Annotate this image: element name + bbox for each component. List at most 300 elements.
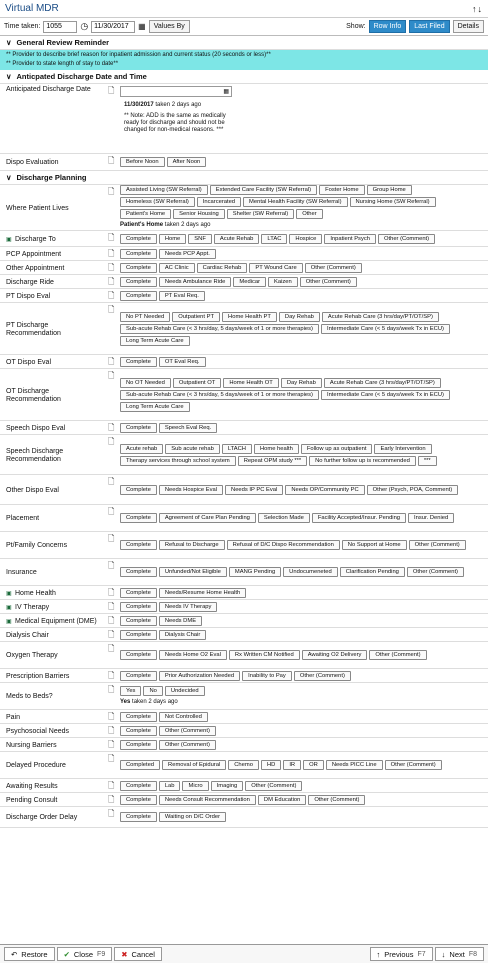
option-undocumeneted-button[interactable]: Undocumeneted <box>283 567 338 577</box>
option-needs-iv-therapy-button[interactable]: Needs IV Therapy <box>159 602 218 612</box>
option-outpatient-pt-button[interactable]: Outpatient PT <box>172 312 220 322</box>
option-needs-dme-button[interactable]: Needs DME <box>159 616 202 626</box>
row-label-text: Medical Equipment (DME) <box>15 617 97 625</box>
option-other-comment-button[interactable]: Other (Comment) <box>245 781 302 791</box>
option-foster-home-button[interactable]: Foster Home <box>319 185 365 195</box>
option-needs-pcp-appt-button[interactable]: Needs PCP Appt. <box>159 249 216 259</box>
last-filed-taken: taken 2 days ago <box>155 102 202 108</box>
up-down-arrows-icon[interactable]: ↑↓ <box>472 3 483 14</box>
option-acute-rehab-care-3-hrs-day-pt-ot-sp-button[interactable]: Acute Rehab Care (3 hrs/day/PT/OT/SP) <box>324 378 441 388</box>
option-incarcerated-button[interactable]: Incarcerated <box>197 197 241 207</box>
row-nursing-barriers <box>0 738 488 752</box>
last-filed-note <box>120 221 484 230</box>
comment-icon[interactable]: 🗋 <box>108 534 115 543</box>
row-label <box>0 421 108 434</box>
comment-icon[interactable]: 🗋 <box>108 588 115 597</box>
row-awaiting-results <box>0 779 488 793</box>
option-patient-s-home-button[interactable]: Patient's Home <box>120 209 171 219</box>
option-nursing-home-sw-referral-button[interactable]: Nursing Home (SW Referral) <box>350 197 436 207</box>
row-label-text: Discharge To <box>15 235 56 243</box>
row-label-text: Speech Discharge Recommendation <box>6 447 64 463</box>
option-sub-acute-rehab-care-3-hrs-day-5-days-week-of-1-or-more-therapies-button[interactable]: Sub-acute Rehab Care (< 3 hrs/day, 5 days/week of 1 or more therapies) <box>120 390 319 400</box>
option-insur-denied-button[interactable]: Insur. Denied <box>408 513 454 523</box>
order-icon: ▣ <box>6 590 12 597</box>
row-pt-family-concerns <box>0 532 488 559</box>
option-other-psych-poa-comment-button[interactable]: Other (Psych, POA, Comment) <box>367 485 459 495</box>
row-label-text: Discharge Ride <box>6 278 54 286</box>
comment-icon[interactable]: 🗋 <box>108 249 115 258</box>
row-delayed-procedure <box>0 752 488 779</box>
show-label: Show: <box>346 23 366 30</box>
comment-icon[interactable]: 🗋 <box>108 507 115 516</box>
row-prescription-barriers <box>0 669 488 683</box>
option-needs-consult-recommendation-button[interactable]: Needs Consult Recommendation <box>159 795 256 805</box>
option-inability-to-pay-button[interactable]: Inability to Pay <box>242 671 292 681</box>
option-lab-button[interactable]: Lab <box>159 781 181 791</box>
last-filed-taken: taken 2 days ago <box>164 222 211 228</box>
comment-icon[interactable]: 🗋 <box>108 561 115 570</box>
option-group-home-button[interactable]: Group Home <box>367 185 412 195</box>
last-filed-taken: taken 2 days ago <box>132 698 178 705</box>
comment-icon[interactable]: 🗋 <box>108 423 115 432</box>
general-review-header[interactable] <box>0 36 488 50</box>
option-inpatient-psych-button[interactable]: Inpatient Psych <box>324 234 376 244</box>
option-sub-acute-rehab-care-3-hrs-day-5-days-week-of-1-or-more-therapies-button[interactable]: Sub-acute Rehab Care (< 3 hrs/day, 5 days/week of 1 or more therapies) <box>120 324 319 334</box>
last-filed-note <box>120 698 484 707</box>
option-other-comment-button[interactable]: Other (Comment) <box>407 567 464 577</box>
option-dialysis-chair-button[interactable]: Dialysis Chair <box>159 630 206 640</box>
row-meds-to-beds <box>0 683 488 710</box>
row-label-text: PT Discharge Recommendation <box>6 321 61 337</box>
row-info-button[interactable]: Row Info <box>369 20 407 33</box>
option-complete-button[interactable]: Complete <box>120 812 157 822</box>
row-label <box>0 600 108 613</box>
row-label <box>0 475 108 504</box>
option-refusal-of-d-c-dispo-recommendation-button[interactable]: Refusal of D/C Dispo Recommendation <box>227 540 340 550</box>
arrow-down-icon: ↓ <box>441 949 446 959</box>
reminder-line: ** Provider to state length of stay to date** <box>6 61 119 67</box>
row-label-text: Where Patient Lives <box>6 204 69 212</box>
option-awaiting-o2-delivery-button[interactable]: Awaiting O2 Delivery <box>302 650 368 660</box>
row-label <box>0 779 108 792</box>
row-label <box>0 532 108 558</box>
comment-icon[interactable]: 🗋 <box>108 644 115 653</box>
chevron-down-icon: ∨ <box>6 38 12 47</box>
option-rx-written-cm-notified-button[interactable]: Rx Written CM Notified <box>229 650 300 660</box>
option-other-comment-button[interactable]: Other (Comment) <box>294 671 351 681</box>
row-label <box>0 303 108 354</box>
row-label-text: Prescription Barriers <box>6 672 70 680</box>
option-extended-care-facility-sw-referral-button[interactable]: Extended Care Facility (SW Referral) <box>210 185 317 195</box>
row-label <box>0 586 108 599</box>
option-needs-hospice-eval-button[interactable]: Needs Hospice Eval <box>159 485 223 495</box>
row-pt-dispo-eval <box>0 289 488 303</box>
option-long-term-acute-care-button[interactable]: Long Term Acute Care <box>120 336 190 346</box>
option-imaging-button[interactable]: Imaging <box>211 781 244 791</box>
comment-icon[interactable]: 🗋 <box>108 754 115 763</box>
option-removal-of-epidural-button[interactable]: Removal of Epidural <box>162 760 226 770</box>
last-filed-value: Yes <box>120 698 131 705</box>
comment-icon[interactable]: 🗋 <box>108 685 115 694</box>
option-no-button[interactable]: No <box>143 686 162 696</box>
option-home-health-pt-button[interactable]: Home Health PT <box>222 312 277 322</box>
row-label <box>0 247 108 260</box>
window-title: Virtual MDR <box>5 3 59 14</box>
option-home-health-button[interactable]: Home health <box>254 444 299 454</box>
last-filed-button[interactable]: Last Filed <box>409 20 449 33</box>
row-label <box>0 185 108 230</box>
option-other-comment-button[interactable]: Other (Comment) <box>300 277 357 287</box>
time-taken-label: Time taken: <box>4 23 41 30</box>
row-label <box>0 807 108 827</box>
comment-icon[interactable]: 🗋 <box>108 616 115 625</box>
row-pcp-appointment <box>0 247 488 261</box>
comment-icon[interactable]: 🗋 <box>108 187 115 196</box>
option-selection-made-button[interactable]: Selection Made <box>258 513 310 523</box>
option-ac-clinic-button[interactable]: AC Clinic <box>159 263 195 273</box>
row-oxygen-therapy <box>0 642 488 669</box>
option-intermediate-care-5-days-week-tx-in-ecu-button[interactable]: Intermediate Care (< 5 days/week Tx in ECU) <box>321 390 450 400</box>
row-label-text: Dialysis Chair <box>6 631 49 639</box>
reminder-line: ** Provider to describe brief reason for inpatient admission and current status (20 seconds or less)** <box>6 52 271 58</box>
option-dm-education-button[interactable]: DM Education <box>258 795 306 805</box>
option-prior-authorization-needed-button[interactable]: Prior Authorization Needed <box>159 671 240 681</box>
comment-icon[interactable]: 🗋 <box>108 795 115 804</box>
row-label-text: Pending Consult <box>6 796 58 804</box>
row-dialysis-chair <box>0 628 488 642</box>
order-icon: ▣ <box>6 236 12 243</box>
option-outpatient-ot-button[interactable]: Outpatient OT <box>173 378 221 388</box>
comment-icon[interactable]: 🗋 <box>108 291 115 300</box>
check-icon: ✔ <box>63 949 70 959</box>
order-icon: ▣ <box>6 618 12 625</box>
row-label-text: IV Therapy <box>15 603 50 611</box>
option--button[interactable]: *** <box>418 456 437 466</box>
details-button[interactable]: Details <box>453 20 484 33</box>
option-other-comment-button[interactable]: Other (Comment) <box>369 650 426 660</box>
row-label-text: Psychosocial Needs <box>6 727 70 735</box>
comment-icon[interactable]: 🗋 <box>108 630 115 639</box>
option-unfunded-not-eligible-button[interactable]: Unfunded/Not Eligible <box>159 567 227 577</box>
row-label-text: Home Health <box>15 589 56 597</box>
row-label-text: Meds to Beds? <box>6 693 53 700</box>
comment-icon[interactable]: 🗋 <box>108 357 115 366</box>
row-label-text: Oxygen Therapy <box>6 652 58 659</box>
title-bar <box>0 0 488 18</box>
row-label <box>0 231 108 246</box>
option-homeless-sw-referral-button[interactable]: Homeless (SW Referral) <box>120 197 195 207</box>
row-label <box>0 289 108 302</box>
option-needs-ambulance-ride-button[interactable]: Needs Ambulance Ride <box>159 277 232 287</box>
restore-icon: ↶ <box>11 949 18 959</box>
comment-icon[interactable]: 🗋 <box>108 263 115 272</box>
option-no-further-follow-up-is-recommended-button[interactable]: No further follow up is recommended <box>309 456 416 466</box>
row-label-text: Insurance <box>6 569 37 576</box>
row-label <box>0 369 108 420</box>
row-where-patient-lives <box>0 185 488 231</box>
last-filed-value: Patient's Home <box>120 222 164 228</box>
option-no-ot-needed-button[interactable]: No OT Needed <box>120 378 171 388</box>
option-waiting-on-d-c-order-button[interactable]: Waiting on D/C Order <box>159 812 226 822</box>
restore-button[interactable]: ↶ Restore <box>4 947 55 961</box>
dispo-evaluation-row <box>0 154 488 171</box>
option-complete-button[interactable]: Complete <box>120 423 157 433</box>
row-label-text: Pt/Family Concerns <box>6 542 68 549</box>
option-facility-accepted-insur-pending-button[interactable]: Facility Accepted/Insur. Pending <box>312 513 406 523</box>
row-placement <box>0 505 488 532</box>
option-early-intervention-button[interactable]: Early Intervention <box>374 444 431 454</box>
option-complete-button[interactable]: Complete <box>120 650 157 660</box>
option-needs-resume-home-health-button[interactable]: Needs/Resume Home Health <box>159 588 246 598</box>
option-clarification-pending-button[interactable]: Clarification Pending <box>340 567 405 577</box>
option-complete-button[interactable]: Complete <box>120 740 157 750</box>
row-speech-discharge-recommendation <box>0 435 488 475</box>
option-or-button[interactable]: OR <box>303 760 324 770</box>
option-other-comment-button[interactable]: Other (Comment) <box>378 234 435 244</box>
row-medical-equipment-dme <box>0 614 488 628</box>
discharge-planning-rows <box>0 185 488 828</box>
discharge-note: ** Note: ADD is the same as medically ready for discharge and should not be changed for non-medical reasons. *** <box>124 113 226 133</box>
option-no-pt-needed-button[interactable]: No PT Needed <box>120 312 170 322</box>
row-pending-consult <box>0 793 488 807</box>
row-label-text: Delayed Procedure <box>6 762 66 769</box>
option-needs-picc-line-button[interactable]: Needs PICC Line <box>326 760 383 770</box>
option-complete-button[interactable]: Complete <box>120 513 157 523</box>
comment-icon[interactable]: 🗋 <box>108 371 115 380</box>
option-assisted-living-sw-referral-button[interactable]: Assisted Living (SW Referral) <box>120 185 208 195</box>
row-psychosocial-needs <box>0 724 488 738</box>
row-label-text: PT Dispo Eval <box>6 292 51 300</box>
option-complete-button[interactable]: Complete <box>120 234 157 244</box>
row-label <box>0 642 108 668</box>
row-label <box>0 752 108 778</box>
row-label-text: Discharge Order Delay <box>6 814 78 821</box>
discharge-date-input[interactable] <box>120 86 232 97</box>
row-ot-dispo-eval <box>0 355 488 369</box>
section-title: Anticpated Discharge Date and Time <box>16 72 147 81</box>
comment-icon[interactable]: 🗋 <box>108 156 115 165</box>
option-complete-button[interactable]: Complete <box>120 602 157 612</box>
option-complete-button[interactable]: Complete <box>120 567 157 577</box>
row-discharge-order-delay <box>0 807 488 828</box>
row-label <box>0 628 108 641</box>
row-label <box>0 614 108 627</box>
option-pt-eval-req-button[interactable]: PT Eval Req. <box>159 291 205 301</box>
comment-icon[interactable]: 🗋 <box>108 602 115 611</box>
option-intermediate-care-5-days-week-tx-in-ecu-button[interactable]: Intermediate Care (< 5 days/week Tx in ECU) <box>321 324 450 334</box>
row-label-text: OT Dispo Eval <box>6 358 51 366</box>
option-complete-button[interactable]: Complete <box>120 781 157 791</box>
row-label <box>0 710 108 723</box>
row-label-text: Other Dispo Eval <box>6 486 59 494</box>
calendar-icon[interactable]: ▦ <box>138 22 146 31</box>
option-ltach-button[interactable]: LTACH <box>222 444 252 454</box>
comment-icon[interactable]: 🗋 <box>108 671 115 680</box>
option-complete-button[interactable]: Complete <box>120 588 157 598</box>
option-medicar-button[interactable]: Medicar <box>233 277 266 287</box>
row-pt-discharge-recommendation <box>0 303 488 355</box>
option-chemo-button[interactable]: Chemo <box>228 760 259 770</box>
chevron-down-icon: ∨ <box>6 173 12 182</box>
option-complete-button[interactable]: Complete <box>120 795 157 805</box>
option-acute-rehab-button[interactable]: Acute Rehab <box>214 234 260 244</box>
values-by-button[interactable]: Values By <box>149 20 190 33</box>
row-label: Dispo Evaluation <box>6 159 59 166</box>
option-not-controlled-button[interactable]: Not Controlled <box>159 712 208 722</box>
option-sub-acute-rehab-button[interactable]: Sub acute rehab <box>165 444 220 454</box>
option-before-noon-button[interactable]: Before Noon <box>120 157 165 167</box>
order-icon: ▣ <box>6 604 12 611</box>
chevron-down-icon: ∨ <box>6 72 12 81</box>
row-label <box>0 261 108 274</box>
option-home-button[interactable]: Home <box>159 234 186 244</box>
option-micro-button[interactable]: Micro <box>182 781 208 791</box>
option-needs-ip-pc-eval-button[interactable]: Needs IP PC Eval <box>225 485 283 495</box>
row-label: Anticipated Discharge Date <box>6 86 91 93</box>
option-home-health-ot-button[interactable]: Home Health OT <box>223 378 279 388</box>
row-label-text: Nursing Barriers <box>6 741 57 749</box>
option-other-comment-button[interactable]: Other (Comment) <box>159 726 216 736</box>
option-complete-button[interactable]: Complete <box>120 263 157 273</box>
option-day-rehab-button[interactable]: Day Rehab <box>281 378 322 388</box>
option-other-comment-button[interactable]: Other (Comment) <box>305 263 362 273</box>
option-acute-rehab-button[interactable]: Acute rehab <box>120 444 163 454</box>
option-other-comment-button[interactable]: Other (Comment) <box>308 795 365 805</box>
option-other-button[interactable]: Other <box>296 209 323 219</box>
option-complete-button[interactable]: Complete <box>120 726 157 736</box>
discharge-date-header[interactable] <box>0 70 488 84</box>
option-needs-home-o2-eval-button[interactable]: Needs Home O2 Eval <box>159 650 227 660</box>
option-complete-button[interactable]: Complete <box>120 671 157 681</box>
option-acute-rehab-care-3-hrs-day-pt-ot-sp-button[interactable]: Acute Rehab Care (3 hrs/day/PT/OT/SP) <box>322 312 439 322</box>
option-snf-button[interactable]: SNF <box>188 234 212 244</box>
row-label <box>0 683 108 709</box>
row-discharge-ride <box>0 275 488 289</box>
comment-icon[interactable]: 🗋 <box>108 477 115 486</box>
option-ir-button[interactable]: IR <box>283 760 301 770</box>
comment-icon[interactable]: 🗋 <box>108 712 115 721</box>
row-discharge-to <box>0 231 488 247</box>
option-speech-eval-req-button[interactable]: Speech Eval Req. <box>159 423 217 433</box>
comment-icon[interactable]: 🗋 <box>108 726 115 735</box>
arrow-up-icon: ↑ <box>376 949 381 959</box>
option-hospice-button[interactable]: Hospice <box>289 234 322 244</box>
row-label-text: OT Discharge Recommendation <box>6 387 61 403</box>
option-yes-button[interactable]: Yes <box>120 686 141 696</box>
discharge-planning-header[interactable] <box>0 171 488 185</box>
option-shelter-sw-referral-button[interactable]: Shelter (SW Referral) <box>227 209 294 219</box>
comment-icon[interactable]: 🗋 <box>108 277 115 286</box>
option-long-term-acute-care-button[interactable]: Long Term Acute Care <box>120 402 190 412</box>
option-other-comment-button[interactable]: Other (Comment) <box>409 540 466 550</box>
option-kaizen-button[interactable]: Kaizen <box>268 277 298 287</box>
option-mang-pending-button[interactable]: MANG Pending <box>229 567 281 577</box>
option-day-rehab-button[interactable]: Day Rehab <box>279 312 320 322</box>
option-agreement-of-care-plan-pending-button[interactable]: Agreement of Care Plan Pending <box>159 513 256 523</box>
option-ot-eval-req-button[interactable]: OT Eval Req. <box>159 357 206 367</box>
row-label-text: PCP Appointment <box>6 250 62 258</box>
previous-button[interactable]: ↑ Previous F7 <box>370 947 433 961</box>
row-label <box>0 505 108 531</box>
comment-icon[interactable]: 🗋 <box>108 233 115 242</box>
comment-icon[interactable]: 🗋 <box>108 781 115 790</box>
row-label-text: Speech Dispo Eval <box>6 424 66 432</box>
option-ltac-button[interactable]: LTAC <box>261 234 287 244</box>
row-label-text: Awaiting Results <box>6 782 58 790</box>
option-no-support-at-home-button[interactable]: No Support at Home <box>342 540 407 550</box>
close-icon: ✖ <box>121 949 128 959</box>
comment-icon[interactable]: 🗋 <box>108 437 115 446</box>
row-label <box>0 275 108 288</box>
option-undecided-button[interactable]: Undecided <box>165 686 205 696</box>
option-after-noon-button[interactable]: After Noon <box>167 157 207 167</box>
close-button[interactable]: ✔ Close F9 <box>57 947 113 961</box>
option-hd-button[interactable]: HD <box>261 760 281 770</box>
next-button[interactable]: ↓ Next F8 <box>435 947 484 961</box>
comment-icon[interactable]: 🗋 <box>108 86 115 95</box>
option-complete-button[interactable]: Complete <box>120 485 157 495</box>
option-therapy-services-through-school-system-button[interactable]: Therapy services through school system <box>120 456 236 466</box>
date-input[interactable] <box>91 21 135 33</box>
option-other-comment-button[interactable]: Other (Comment) <box>385 760 442 770</box>
row-home-health <box>0 586 488 600</box>
reminder-banner <box>0 50 488 70</box>
row-pain <box>0 710 488 724</box>
option-complete-button[interactable]: Complete <box>120 291 157 301</box>
anticipated-discharge-row <box>0 84 488 154</box>
option-complete-button[interactable]: Complete <box>120 357 157 367</box>
row-iv-therapy <box>0 600 488 614</box>
row-label-text: Placement <box>6 515 40 522</box>
option-repeat-opm-study-button[interactable]: Repeat OPM study *** <box>238 456 307 466</box>
comment-icon[interactable]: 🗋 <box>108 305 115 314</box>
row-label <box>0 738 108 751</box>
comment-icon[interactable]: 🗋 <box>108 809 115 818</box>
row-label <box>0 793 108 806</box>
row-ot-discharge-recommendation <box>0 369 488 421</box>
row-speech-dispo-eval <box>0 421 488 435</box>
option-complete-button[interactable]: Complete <box>120 712 157 722</box>
option-complete-button[interactable]: Complete <box>120 249 157 259</box>
row-other-appointment <box>0 261 488 275</box>
row-insurance <box>0 559 488 586</box>
option-senior-housing-button[interactable]: Senior Housing <box>173 209 225 219</box>
option-needs-op-community-pc-button[interactable]: Needs OP/Community PC <box>285 485 364 495</box>
clock-icon[interactable]: ◷ <box>80 21 89 31</box>
calendar-icon[interactable]: ▦ <box>223 89 229 95</box>
option-complete-button[interactable]: Complete <box>120 277 157 287</box>
option-complete-button[interactable]: Complete <box>120 616 157 626</box>
option-refusal-to-discharge-button[interactable]: Refusal to Discharge <box>159 540 225 550</box>
comment-icon[interactable]: 🗋 <box>108 740 115 749</box>
option-other-comment-button[interactable]: Other (Comment) <box>159 740 216 750</box>
row-label-text: Other Appointment <box>6 264 65 272</box>
option-completed-button[interactable]: Completed <box>120 760 160 770</box>
option-complete-button[interactable]: Complete <box>120 630 157 640</box>
option-cardiac-rehab-button[interactable]: Cardiac Rehab <box>197 263 248 273</box>
row-label-text: Pain <box>6 713 21 721</box>
option-complete-button[interactable]: Complete <box>120 540 157 550</box>
row-label <box>0 669 108 682</box>
option-mental-health-facility-sw-referral-button[interactable]: Mental Health Facility (SW Referral) <box>243 197 347 207</box>
last-filed-value: 11/30/2017 <box>124 102 154 108</box>
row-label <box>0 724 108 737</box>
toolbar <box>0 18 488 36</box>
option-pt-wound-care-button[interactable]: PT Wound Care <box>249 263 302 273</box>
time-input[interactable] <box>43 21 77 33</box>
cancel-button[interactable]: ✖ Cancel <box>114 947 162 961</box>
option-follow-up-as-outpatient-button[interactable]: Follow up as outpatient <box>301 444 373 454</box>
